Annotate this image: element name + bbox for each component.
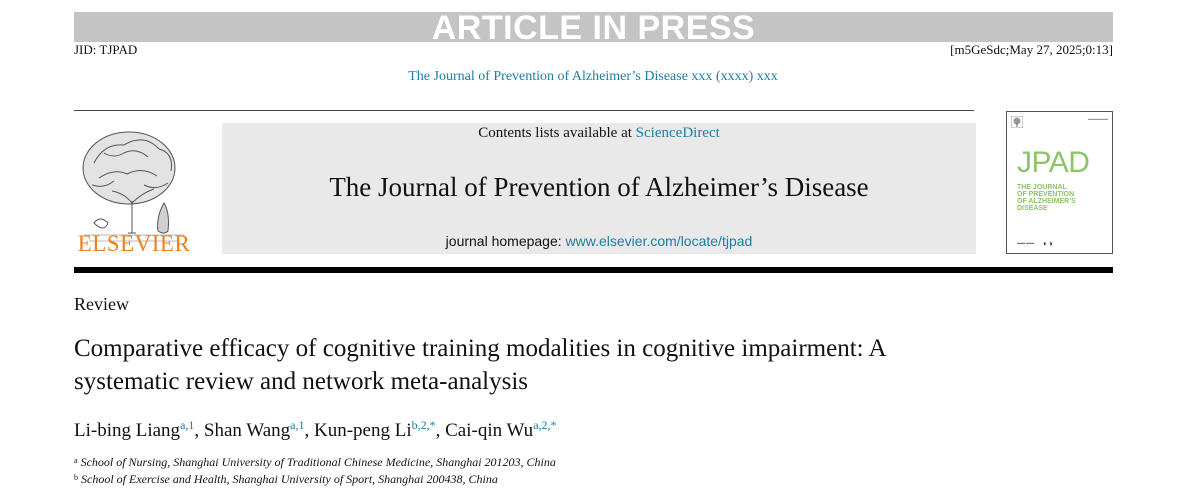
affiliation-label: a [74,456,78,465]
author-name: Cai-qin Wu [445,420,534,441]
cover-subtitle-line: THE JOURNAL [1017,184,1067,191]
header-thick-divider [74,267,1113,273]
version-stamp: [m5GeSdc;May 27, 2025;0:13] [950,42,1113,57]
affiliation-a [74,455,556,470]
author-name: Kun-peng Li [313,420,412,441]
homepage-link[interactable]: www.elsevier.com/locate/tjpad [565,233,753,249]
author-separator: , [194,420,204,441]
jid-label: JID: TJPAD [74,42,138,57]
cover-subtitle [1017,184,1107,212]
author-separator: , [435,420,446,441]
article-title: Comparative efficacy of cognitive training modalities in cognitive impairment: A systematic review and network meta-analysis [74,335,886,395]
author-separator: , [304,420,314,441]
affiliation-b [74,472,498,487]
cover-edition-text-icon: ▬▬▬▬▬ [1088,116,1108,121]
cover-publisher-mark-icon: ◐◑ [1043,239,1053,248]
author-name: Li-bing Liang [74,420,181,441]
elsevier-wordmark: ELSEVIER [77,231,191,256]
author-affiliation-link[interactable]: a,2,* [533,418,557,432]
contents-line [222,125,976,142]
affiliation-text: School of Exercise and Health, Shanghai University of Sport, Shanghai 200438, China [81,472,498,486]
top-divider [74,110,974,111]
author-affiliation-link[interactable]: a,1 [290,418,305,432]
sciencedirect-link[interactable]: ScienceDirect [635,125,720,141]
contents-prefix: Contents lists available at [478,125,636,141]
author-affiliation-link[interactable]: b,2,* [411,418,436,432]
journal-header-box [222,123,976,254]
homepage-prefix: journal homepage: [445,233,566,249]
article-type: Review [74,294,129,314]
affiliation-text: School of Nursing, Shanghai University of Traditional Chinese Medicine, Shanghai 201203, China [80,455,556,469]
homepage-line [222,233,976,249]
author-list [74,418,557,442]
journal-title: The Journal of Prevention of Alzheimer’s Disease [329,172,869,202]
elsevier-small-logo-icon [1011,116,1023,128]
cover-subtitle-line: OF ALZHEIMER’S [1017,198,1076,205]
cover-issue-text-icon: ▬▬ ▬▬ [1017,240,1035,245]
author-affiliation-link[interactable]: a,1 [180,418,195,432]
author-name: Shan Wang [203,420,291,441]
journal-citation-link[interactable]: The Journal of Prevention of Alzheimer’s Disease xxx (xxxx) xxx [408,69,778,84]
journal-cover-thumbnail[interactable] [1006,111,1113,254]
cover-acronym: JPAD [1017,146,1090,179]
cover-subtitle-line: DISEASE [1017,205,1048,212]
cover-subtitle-line: OF PREVENTION [1017,191,1075,198]
affiliation-label: b [74,473,78,482]
article-in-press-banner: ARTICLE IN PRESS [74,12,1113,42]
